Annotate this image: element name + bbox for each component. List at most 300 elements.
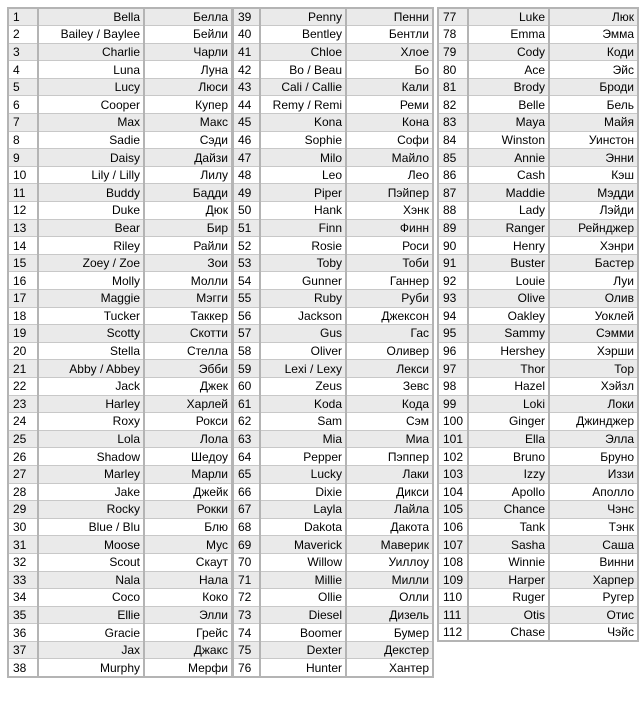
english-name: Maddie xyxy=(468,184,549,202)
russian-name: Эйс xyxy=(549,61,638,79)
names-table-column-1 xyxy=(7,7,233,678)
english-name: Ranger xyxy=(468,219,549,237)
english-name: Maggie xyxy=(38,290,144,308)
english-name: Dexter xyxy=(260,641,346,659)
table-row xyxy=(8,641,232,659)
row-number: 28 xyxy=(8,483,38,501)
english-name: Oliver xyxy=(260,342,346,360)
row-number: 95 xyxy=(438,325,468,343)
russian-name: Реми xyxy=(346,96,433,114)
english-name: Layla xyxy=(260,501,346,519)
english-name: Hazel xyxy=(468,377,549,395)
table-row xyxy=(8,448,232,466)
table-row xyxy=(438,448,638,466)
russian-name: Пенни xyxy=(346,8,433,26)
table-row xyxy=(8,501,232,519)
table-row xyxy=(233,624,433,642)
table-row xyxy=(438,290,638,308)
row-number: 57 xyxy=(233,325,260,343)
table-row xyxy=(438,184,638,202)
english-name: Ellie xyxy=(38,606,144,624)
russian-name: Луна xyxy=(144,61,232,79)
table-row xyxy=(438,342,638,360)
russian-name: Кали xyxy=(346,78,433,96)
russian-name: Лекси xyxy=(346,360,433,378)
table-row xyxy=(233,254,433,272)
table-row xyxy=(8,131,232,149)
table-row xyxy=(438,202,638,220)
russian-name: Дюк xyxy=(144,202,232,220)
table-row xyxy=(233,131,433,149)
russian-name: Луи xyxy=(549,272,638,290)
russian-name: Мэдди xyxy=(549,184,638,202)
table-row xyxy=(233,448,433,466)
row-number: 103 xyxy=(438,465,468,483)
table-row xyxy=(8,624,232,642)
table-row xyxy=(8,659,232,677)
table-row xyxy=(438,114,638,132)
russian-name: Финн xyxy=(346,219,433,237)
row-number: 66 xyxy=(233,483,260,501)
table-row xyxy=(8,606,232,624)
russian-name: Пэппер xyxy=(346,448,433,466)
row-number: 87 xyxy=(438,184,468,202)
russian-name: Райли xyxy=(144,237,232,255)
russian-name: Бастер xyxy=(549,254,638,272)
english-name: Milo xyxy=(260,149,346,167)
table-row xyxy=(8,43,232,61)
russian-name: Дизель xyxy=(346,606,433,624)
row-number: 111 xyxy=(438,606,468,624)
russian-name: Лилу xyxy=(144,166,232,184)
russian-name: Стелла xyxy=(144,342,232,360)
russian-name: Джакс xyxy=(144,641,232,659)
russian-name: Чэнс xyxy=(549,501,638,519)
row-number: 92 xyxy=(438,272,468,290)
table-row xyxy=(8,290,232,308)
english-name: Otis xyxy=(468,606,549,624)
row-number: 30 xyxy=(8,518,38,536)
table-row xyxy=(8,114,232,132)
row-number: 49 xyxy=(233,184,260,202)
english-name: Lily / Lilly xyxy=(38,166,144,184)
russian-name: Лаки xyxy=(346,465,433,483)
english-name: Cody xyxy=(468,43,549,61)
table-row xyxy=(233,360,433,378)
row-number: 68 xyxy=(233,518,260,536)
row-number: 58 xyxy=(233,342,260,360)
row-number: 81 xyxy=(438,78,468,96)
russian-name: Уинстон xyxy=(549,131,638,149)
russian-name: Тоби xyxy=(346,254,433,272)
russian-name: Скаут xyxy=(144,553,232,571)
english-name: Hershey xyxy=(468,342,549,360)
russian-name: Миа xyxy=(346,430,433,448)
english-name: Brody xyxy=(468,78,549,96)
row-number: 83 xyxy=(438,114,468,132)
russian-name: Джексон xyxy=(346,307,433,325)
row-number: 22 xyxy=(8,377,38,395)
table-row xyxy=(8,61,232,79)
english-name: Toby xyxy=(260,254,346,272)
row-number: 41 xyxy=(233,43,260,61)
english-name: Lexi / Lexy xyxy=(260,360,346,378)
row-number: 74 xyxy=(233,624,260,642)
row-number: 29 xyxy=(8,501,38,519)
row-number: 67 xyxy=(233,501,260,519)
english-name: Lady xyxy=(468,202,549,220)
english-name: Belle xyxy=(468,96,549,114)
table-row xyxy=(233,325,433,343)
names-table-body xyxy=(438,8,638,641)
row-number: 100 xyxy=(438,413,468,431)
table-row xyxy=(233,26,433,44)
row-number: 12 xyxy=(8,202,38,220)
table-row xyxy=(8,465,232,483)
table-row xyxy=(233,272,433,290)
row-number: 42 xyxy=(233,61,260,79)
english-name: Remy / Remi xyxy=(260,96,346,114)
russian-name: Броди xyxy=(549,78,638,96)
english-name: Marley xyxy=(38,465,144,483)
row-number: 96 xyxy=(438,342,468,360)
row-number: 71 xyxy=(233,571,260,589)
row-number: 9 xyxy=(8,149,38,167)
russian-name: Лола xyxy=(144,430,232,448)
russian-name: Марли xyxy=(144,465,232,483)
english-name: Ollie xyxy=(260,589,346,607)
row-number: 52 xyxy=(233,237,260,255)
english-name: Gus xyxy=(260,325,346,343)
russian-name: Мус xyxy=(144,536,232,554)
table-row xyxy=(233,43,433,61)
russian-name: Кона xyxy=(346,114,433,132)
row-number: 105 xyxy=(438,501,468,519)
row-number: 108 xyxy=(438,553,468,571)
english-name: Chance xyxy=(468,501,549,519)
row-number: 106 xyxy=(438,518,468,536)
russian-name: Сэмми xyxy=(549,325,638,343)
russian-name: Олив xyxy=(549,290,638,308)
row-number: 76 xyxy=(233,659,260,677)
english-name: Roxy xyxy=(38,413,144,431)
russian-name: Кода xyxy=(346,395,433,413)
russian-name: Макс xyxy=(144,114,232,132)
row-number: 77 xyxy=(438,8,468,26)
russian-name: Лэйди xyxy=(549,202,638,220)
russian-name: Маверик xyxy=(346,536,433,554)
russian-name: Элли xyxy=(144,606,232,624)
table-row xyxy=(233,483,433,501)
english-name: Charlie xyxy=(38,43,144,61)
row-number: 47 xyxy=(233,149,260,167)
table-row xyxy=(438,518,638,536)
table-row xyxy=(233,518,433,536)
russian-name: Джек xyxy=(144,377,232,395)
russian-name: Винни xyxy=(549,553,638,571)
table-row xyxy=(8,237,232,255)
table-row xyxy=(8,589,232,607)
english-name: Buddy xyxy=(38,184,144,202)
row-number: 59 xyxy=(233,360,260,378)
table-row xyxy=(438,465,638,483)
english-name: Riley xyxy=(38,237,144,255)
russian-name: Кэш xyxy=(549,166,638,184)
row-number: 82 xyxy=(438,96,468,114)
table-row xyxy=(438,96,638,114)
table-row xyxy=(8,553,232,571)
russian-name: Хэнк xyxy=(346,202,433,220)
row-number: 8 xyxy=(8,131,38,149)
row-number: 110 xyxy=(438,589,468,607)
row-number: 14 xyxy=(8,237,38,255)
english-name: Oakley xyxy=(468,307,549,325)
table-row xyxy=(438,237,638,255)
table-row xyxy=(8,430,232,448)
english-name: Max xyxy=(38,114,144,132)
english-name: Sadie xyxy=(38,131,144,149)
english-name: Tank xyxy=(468,518,549,536)
russian-name: Сэди xyxy=(144,131,232,149)
table-row xyxy=(8,571,232,589)
russian-name: Ганнер xyxy=(346,272,433,290)
row-number: 7 xyxy=(8,114,38,132)
row-number: 86 xyxy=(438,166,468,184)
table-row xyxy=(8,518,232,536)
english-name: Dixie xyxy=(260,483,346,501)
table-row xyxy=(438,254,638,272)
english-name: Henry xyxy=(468,237,549,255)
table-row xyxy=(8,96,232,114)
english-name: Winnie xyxy=(468,553,549,571)
row-number: 89 xyxy=(438,219,468,237)
row-number: 39 xyxy=(233,8,260,26)
row-number: 31 xyxy=(8,536,38,554)
russian-name: Олли xyxy=(346,589,433,607)
table-row xyxy=(8,483,232,501)
russian-name: Мерфи xyxy=(144,659,232,677)
table-row xyxy=(8,219,232,237)
english-name: Ella xyxy=(468,430,549,448)
english-name: Rosie xyxy=(260,237,346,255)
russian-name: Оливер xyxy=(346,342,433,360)
russian-name: Шедоу xyxy=(144,448,232,466)
english-name: Luna xyxy=(38,61,144,79)
russian-name: Купер xyxy=(144,96,232,114)
russian-name: Бир xyxy=(144,219,232,237)
russian-name: Коди xyxy=(549,43,638,61)
english-name: Scotty xyxy=(38,325,144,343)
russian-name: Майло xyxy=(346,149,433,167)
english-name: Bella xyxy=(38,8,144,26)
row-number: 75 xyxy=(233,641,260,659)
row-number: 37 xyxy=(8,641,38,659)
table-row xyxy=(438,501,638,519)
russian-name: Чэйс xyxy=(549,624,638,642)
table-row xyxy=(233,589,433,607)
russian-name: Аполло xyxy=(549,483,638,501)
table-row xyxy=(438,166,638,184)
row-number: 6 xyxy=(8,96,38,114)
english-name: Buster xyxy=(468,254,549,272)
table-row xyxy=(233,61,433,79)
table-row xyxy=(438,360,638,378)
russian-name: Тор xyxy=(549,360,638,378)
russian-name: Руби xyxy=(346,290,433,308)
row-number: 38 xyxy=(8,659,38,677)
russian-name: Эбби xyxy=(144,360,232,378)
russian-name: Хэрши xyxy=(549,342,638,360)
table-row xyxy=(438,571,638,589)
english-name: Jackson xyxy=(260,307,346,325)
row-number: 25 xyxy=(8,430,38,448)
english-name: Daisy xyxy=(38,149,144,167)
row-number: 98 xyxy=(438,377,468,395)
english-name: Winston xyxy=(468,131,549,149)
table-row xyxy=(438,61,638,79)
row-number: 99 xyxy=(438,395,468,413)
english-name: Olive xyxy=(468,290,549,308)
table-row xyxy=(233,8,433,26)
english-name: Louie xyxy=(468,272,549,290)
table-row xyxy=(438,272,638,290)
row-number: 64 xyxy=(233,448,260,466)
english-name: Chase xyxy=(468,624,549,642)
english-name: Chloe xyxy=(260,43,346,61)
table-row xyxy=(233,430,433,448)
russian-name: Хантер xyxy=(346,659,433,677)
table-row xyxy=(233,237,433,255)
russian-name: Блю xyxy=(144,518,232,536)
english-name: Ace xyxy=(468,61,549,79)
english-name: Lucy xyxy=(38,78,144,96)
english-name: Ruby xyxy=(260,290,346,308)
row-number: 84 xyxy=(438,131,468,149)
row-number: 65 xyxy=(233,465,260,483)
english-name: Moose xyxy=(38,536,144,554)
english-name: Bailey / Baylee xyxy=(38,26,144,44)
english-name: Sophie xyxy=(260,131,346,149)
table-row xyxy=(438,589,638,607)
russian-name: Бо xyxy=(346,61,433,79)
english-name: Maya xyxy=(468,114,549,132)
row-number: 93 xyxy=(438,290,468,308)
english-name: Blue / Blu xyxy=(38,518,144,536)
english-name: Thor xyxy=(468,360,549,378)
table-row xyxy=(233,553,433,571)
row-number: 88 xyxy=(438,202,468,220)
table-row xyxy=(233,149,433,167)
row-number: 20 xyxy=(8,342,38,360)
russian-name: Локи xyxy=(549,395,638,413)
row-number: 24 xyxy=(8,413,38,431)
english-name: Molly xyxy=(38,272,144,290)
row-number: 54 xyxy=(233,272,260,290)
russian-name: Пэйпер xyxy=(346,184,433,202)
russian-name: Зои xyxy=(144,254,232,272)
table-row xyxy=(438,307,638,325)
row-number: 79 xyxy=(438,43,468,61)
english-name: Millie xyxy=(260,571,346,589)
row-number: 107 xyxy=(438,536,468,554)
english-name: Ruger xyxy=(468,589,549,607)
table-row xyxy=(8,254,232,272)
english-name: Luke xyxy=(468,8,549,26)
table-row xyxy=(233,78,433,96)
row-number: 10 xyxy=(8,166,38,184)
russian-name: Уиллоу xyxy=(346,553,433,571)
row-number: 69 xyxy=(233,536,260,554)
table-row xyxy=(233,342,433,360)
row-number: 23 xyxy=(8,395,38,413)
row-number: 51 xyxy=(233,219,260,237)
row-number: 2 xyxy=(8,26,38,44)
russian-name: Сэм xyxy=(346,413,433,431)
english-name: Zoey / Zoe xyxy=(38,254,144,272)
row-number: 33 xyxy=(8,571,38,589)
english-name: Izzy xyxy=(468,465,549,483)
row-number: 34 xyxy=(8,589,38,607)
english-name: Bentley xyxy=(260,26,346,44)
table-row xyxy=(438,553,638,571)
russian-name: Люси xyxy=(144,78,232,96)
row-number: 44 xyxy=(233,96,260,114)
table-row xyxy=(438,149,638,167)
table-row xyxy=(8,272,232,290)
row-number: 90 xyxy=(438,237,468,255)
table-row xyxy=(438,8,638,26)
row-number: 60 xyxy=(233,377,260,395)
english-name: Tucker xyxy=(38,307,144,325)
english-name: Boomer xyxy=(260,624,346,642)
english-name: Zeus xyxy=(260,377,346,395)
english-name: Emma xyxy=(468,26,549,44)
table-row xyxy=(438,131,638,149)
row-number: 16 xyxy=(8,272,38,290)
row-number: 26 xyxy=(8,448,38,466)
russian-name: Милли xyxy=(346,571,433,589)
table-row xyxy=(438,395,638,413)
russian-name: Бумер xyxy=(346,624,433,642)
russian-name: Лайла xyxy=(346,501,433,519)
row-number: 32 xyxy=(8,553,38,571)
row-number: 4 xyxy=(8,61,38,79)
table-row xyxy=(233,219,433,237)
row-number: 104 xyxy=(438,483,468,501)
russian-name: Дайзи xyxy=(144,149,232,167)
table-row xyxy=(8,166,232,184)
row-number: 72 xyxy=(233,589,260,607)
row-number: 97 xyxy=(438,360,468,378)
table-row xyxy=(438,26,638,44)
table-row xyxy=(8,149,232,167)
russian-name: Белла xyxy=(144,8,232,26)
english-name: Lucky xyxy=(260,465,346,483)
row-number: 56 xyxy=(233,307,260,325)
english-name: Nala xyxy=(38,571,144,589)
table-row xyxy=(438,377,638,395)
table-row xyxy=(233,465,433,483)
english-name: Maverick xyxy=(260,536,346,554)
russian-name: Чарли xyxy=(144,43,232,61)
english-name: Koda xyxy=(260,395,346,413)
russian-name: Бруно xyxy=(549,448,638,466)
row-number: 1 xyxy=(8,8,38,26)
table-row xyxy=(233,96,433,114)
russian-name: Лео xyxy=(346,166,433,184)
row-number: 27 xyxy=(8,465,38,483)
names-table-column-2 xyxy=(232,7,434,678)
